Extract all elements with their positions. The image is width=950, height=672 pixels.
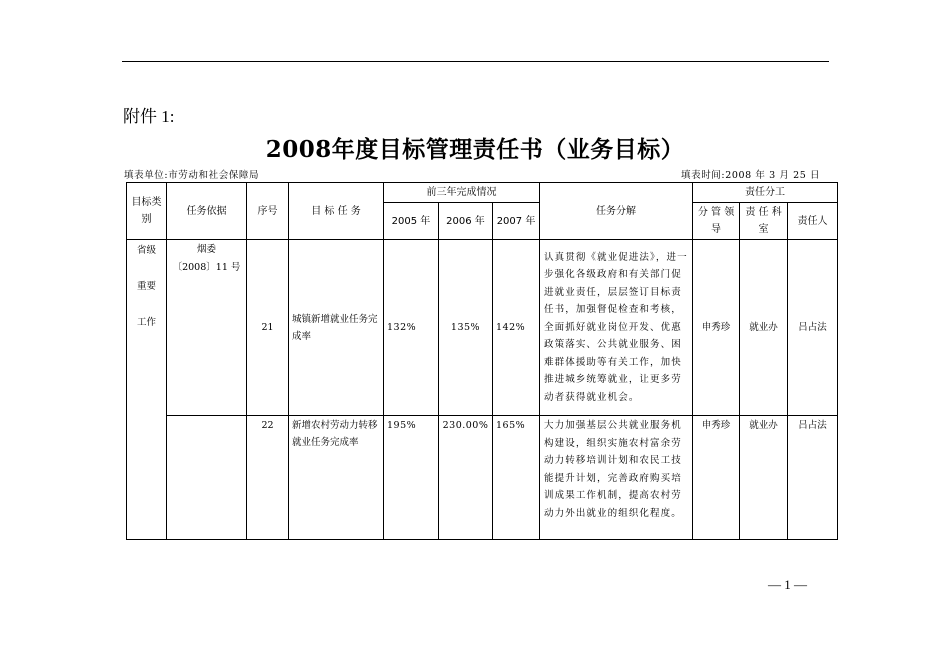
category-line: 省级 — [136, 245, 156, 256]
table-row — [127, 416, 838, 540]
leader-cell: 申秀珍 — [693, 416, 740, 540]
category-cell — [127, 240, 167, 540]
header-seq: 序号 — [247, 183, 289, 240]
header-2007: 2007 年 — [493, 203, 540, 240]
page-number: — 1 — — [768, 577, 807, 592]
task-cell: 新增农村劳动力转移就业任务完成率 — [289, 416, 384, 540]
person-cell: 吕占法 — [788, 416, 838, 540]
y2007-cell: 165% — [493, 416, 540, 540]
decompose-cell: 认真贯彻《就业促进法》，进一步强化各级政府和有关部门促进就业责任，层层签订目标责任书，加强督促检查和考核，全面抓好就业岗位开发、优惠政策落实、公共就业服务、困难群体援助等有关工作，加快推进城乡统筹就业，让更多劳动者获得就业机会。 — [540, 240, 693, 416]
header-basis: 任务依据 — [167, 183, 247, 240]
leader-cell: 申秀珍 — [693, 240, 740, 416]
office-cell: 就业办 — [740, 416, 788, 540]
header-2006: 2006 年 — [439, 203, 493, 240]
seq-cell: 22 — [247, 416, 289, 540]
category-line: 重要 — [136, 281, 156, 292]
header-leader: 分 管 领 导 — [693, 203, 740, 240]
header-person: 责任人 — [788, 203, 838, 240]
basis-line: 烟委 — [196, 244, 216, 255]
header-2005: 2005 年 — [384, 203, 439, 240]
decompose-cell: 大力加强基层公共就业服务机构建设，组织实施农村富余劳动力转移培训计划和农民工技能提升计划，完善政府购买培训成果工作机制，提高农村劳动力外出就业的组织化程度。 — [540, 416, 693, 540]
basis-cell — [167, 240, 247, 416]
basis-cell-empty — [167, 416, 247, 540]
y2005-cell: 195% — [384, 416, 439, 540]
header-category: 目标类别 — [127, 183, 167, 240]
y2005-cell: 132% — [384, 240, 439, 416]
task-cell: 城镇新增就业任务完成率 — [289, 240, 384, 416]
header-decompose: 任务分解 — [540, 183, 693, 240]
fill-unit: 填表单位:市劳动和社会保障局 — [124, 170, 260, 181]
office-cell: 就业办 — [740, 240, 788, 416]
header-rule — [122, 61, 829, 62]
category-line: 工作 — [136, 317, 156, 328]
table-row — [127, 240, 838, 416]
person-cell: 吕占法 — [788, 240, 838, 416]
y2007-cell: 142% — [493, 240, 540, 416]
header-task: 目 标 任 务 — [289, 183, 384, 240]
y2006-cell: 135% — [439, 240, 493, 416]
responsibility-table — [126, 182, 838, 540]
attachment-label: 附件 1: — [123, 107, 175, 126]
header-office: 责 任 科 室 — [740, 203, 788, 240]
y2006-cell: 230.00% — [439, 416, 493, 540]
header-prev3: 前三年完成情况 — [384, 183, 540, 203]
fill-time: 填表时间:2008 年 3 月 25 日 — [681, 170, 821, 181]
document-title: 2008年度目标管理责任书（业务目标） — [265, 136, 685, 163]
header-resp: 责任分工 — [693, 183, 838, 203]
seq-cell: 21 — [247, 240, 289, 416]
basis-line: 〔2008〕11 号 — [172, 262, 241, 273]
